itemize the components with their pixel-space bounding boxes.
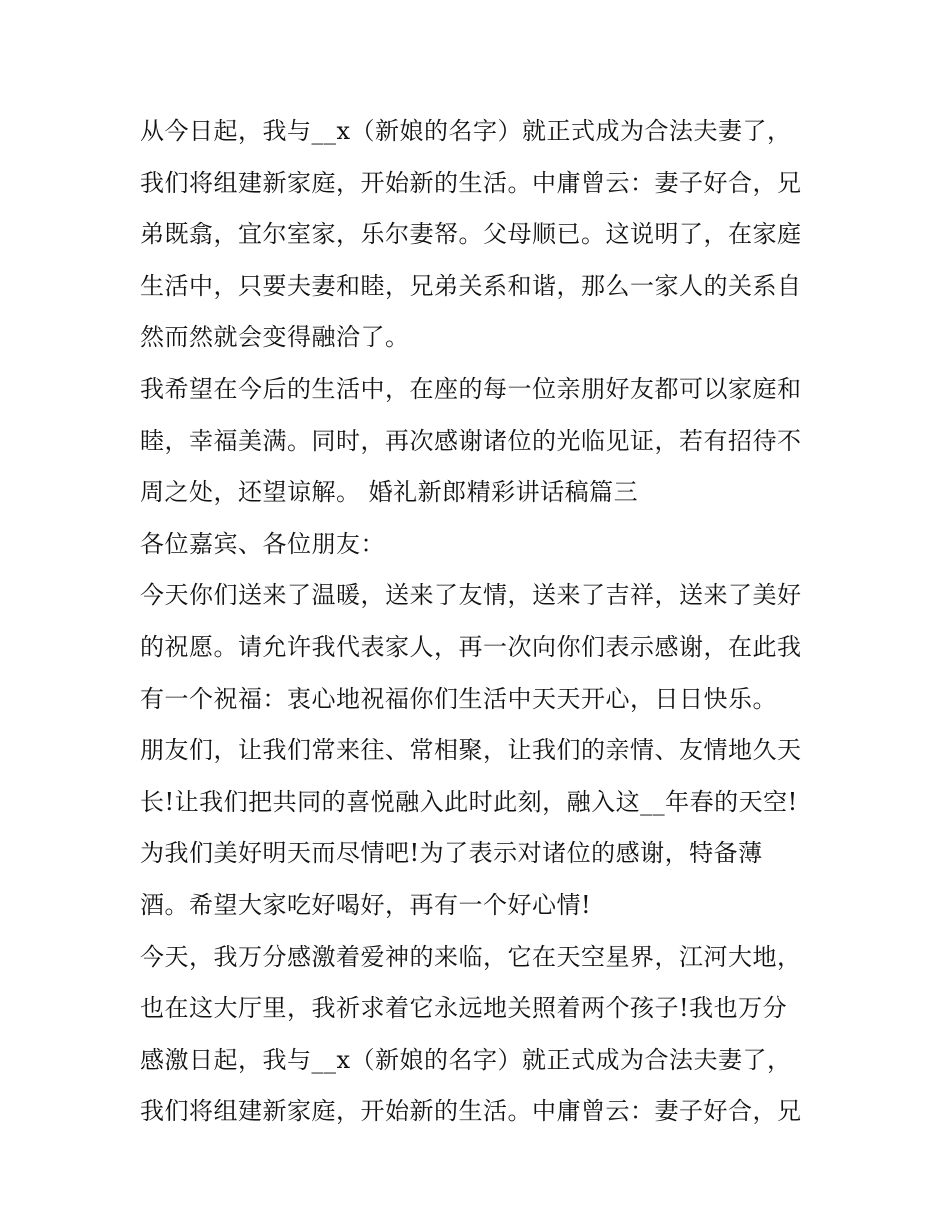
text-line-2: 我们将组建新家庭，开始新的生活。中庸曾云：妻子好合，兄: [140, 168, 802, 197]
text-line-18: 也在这大厅里，我祈求着它永远地关照着两个孩子!我也万分: [140, 994, 788, 1023]
text-line-1: 从今日起，我与__x（新娘的名字）就正式成为合法夫妻了，: [140, 117, 792, 145]
text-line-10: 今天你们送来了温暖，送来了友情，送来了吉祥，送来了美好: [140, 581, 802, 610]
text-line-13: 朋友们，让我们常来往、常相聚，让我们的亲情、友情地久天: [140, 736, 802, 765]
text-line-6: 我希望在今后的生活中，在座的每一位亲朋好友都可以家庭和: [140, 374, 802, 403]
document-body: [140, 106, 820, 1138]
text-line-16: 酒。希望大家吃好喝好，再有一个好心情!: [140, 890, 592, 919]
text-line-14: 长!让我们把共同的喜悦融入此时此刻，融入这__年春的天空!: [140, 787, 798, 816]
text-line-3: 弟既翕，宜尔室家，乐尔妻帑。父母顺已。这说明了，在家庭: [140, 220, 802, 249]
text-line-8: 周之处，还望谅解。 婚礼新郎精彩讲话稿篇三: [140, 478, 639, 507]
text-line-11: 的祝愿。请允许我代表家人，再一次向你们表示感谢，在此我: [140, 632, 802, 661]
text-line-17: 今天，我万分感激着爱神的来临，它在天空星界，江河大地，: [140, 942, 802, 971]
text-line-4: 生活中，只要夫妻和睦，兄弟关系和谐，那么一家人的关系自: [140, 271, 802, 300]
text-line-19: 感激日起，我与__x（新娘的名字）就正式成为合法夫妻了，: [140, 1045, 792, 1074]
text-line-7: 睦，幸福美满。同时，再次感谢诸位的光临见证，若有招待不: [140, 426, 802, 455]
text-line-20: 我们将组建新家庭，开始新的生活。中庸曾云：妻子好合，兄: [140, 1097, 802, 1126]
text-line-5: 然而然就会变得融洽了。: [140, 323, 410, 352]
text-line-12: 有一个祝福：衷心地祝福你们生活中天天开心，日日快乐。: [140, 684, 777, 713]
text-line-9: 各位嘉宾、各位朋友：: [140, 529, 385, 558]
text-line-15: 为我们美好明天而尽情吧!为了表示对诸位的感谢，特备薄: [140, 839, 763, 868]
